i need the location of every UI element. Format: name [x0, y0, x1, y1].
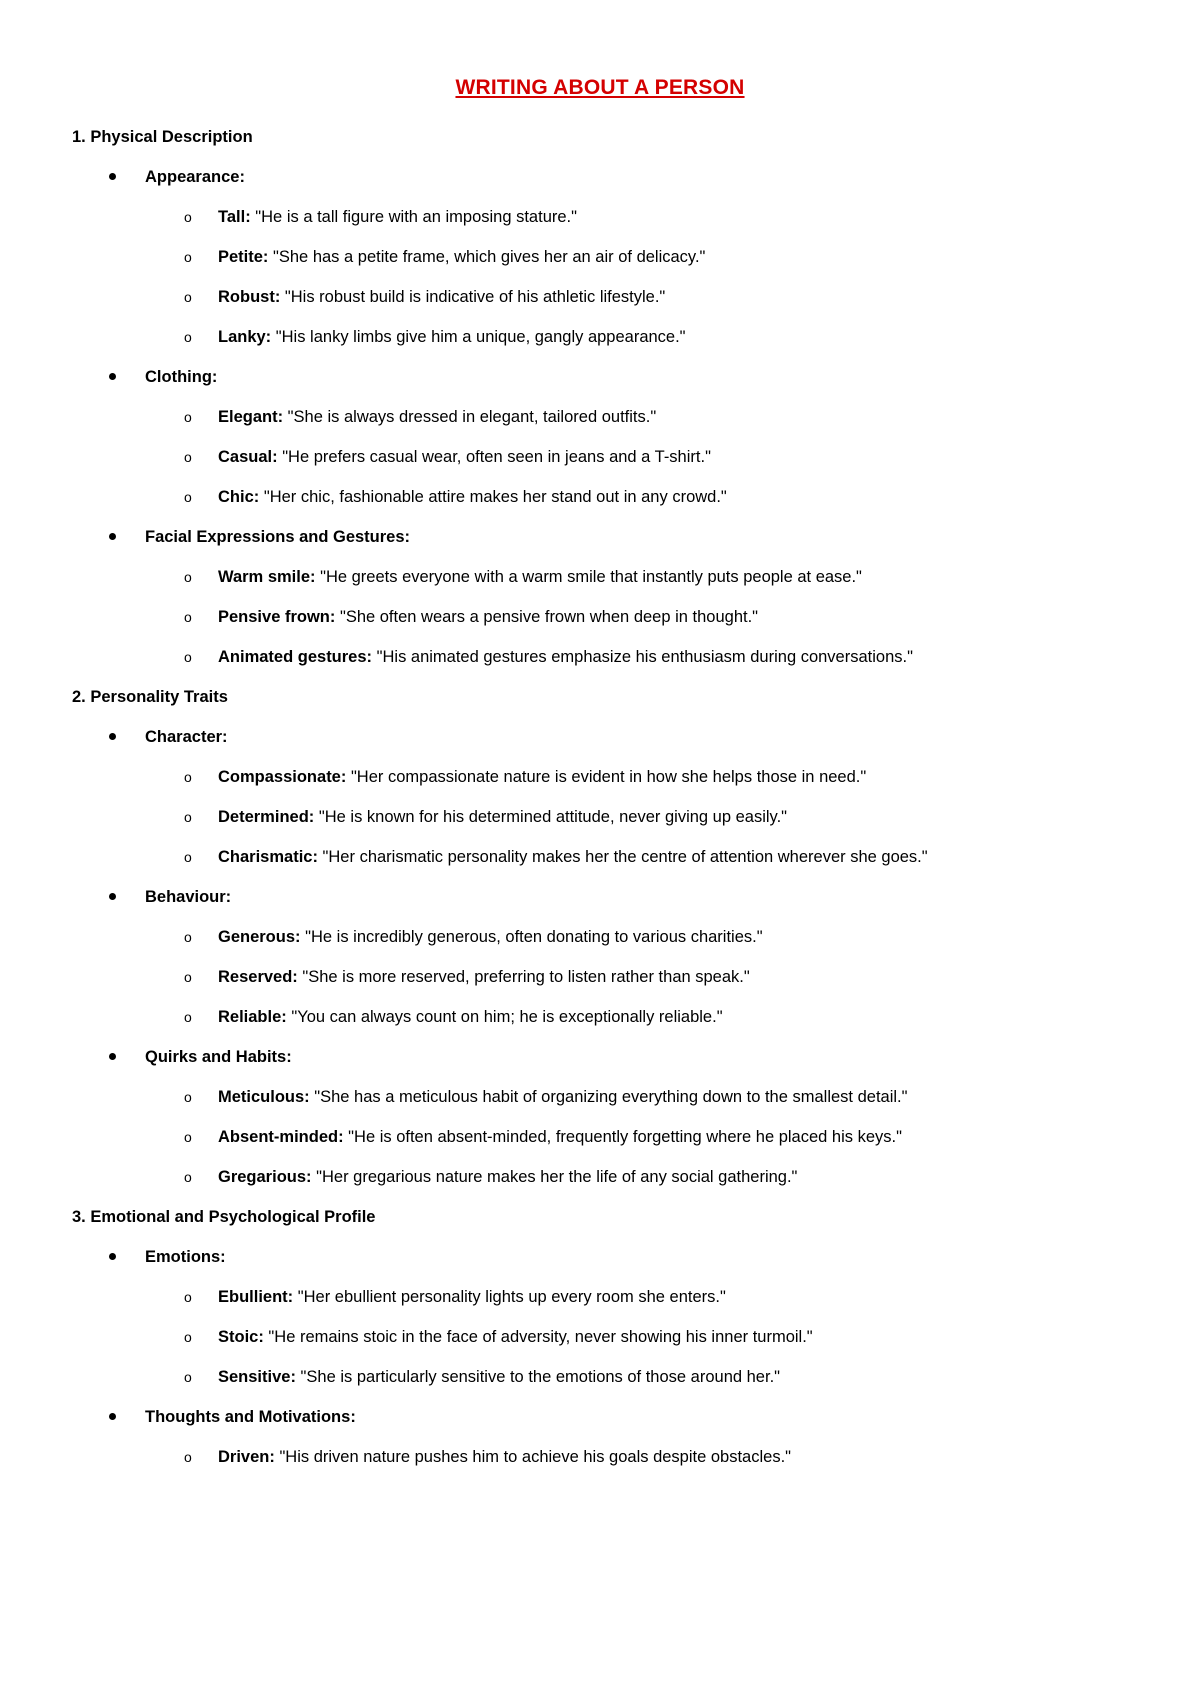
item-term: Petite:	[218, 248, 269, 266]
sub-bullet-icon: o	[184, 609, 192, 625]
item-term: Compassionate:	[218, 768, 347, 786]
category-label: Appearance:	[145, 168, 245, 186]
item-term: Warm smile:	[218, 568, 316, 586]
category-heading	[72, 1046, 1140, 1086]
sub-bullet-icon: o	[184, 489, 192, 505]
item-term: Lanky:	[218, 328, 272, 346]
bullet-icon	[109, 373, 116, 380]
sub-bullet-icon: o	[184, 929, 192, 945]
section-heading: 1. Physical Description	[72, 128, 253, 146]
item-term: Charismatic:	[218, 848, 318, 866]
list-item	[72, 806, 1140, 846]
bullet-icon	[109, 173, 116, 180]
sub-bullet-icon: o	[184, 249, 192, 265]
sub-bullet-icon: o	[184, 1089, 192, 1105]
document-body	[72, 126, 1140, 1486]
list-item	[72, 406, 1140, 446]
item-term: Pensive frown:	[218, 608, 336, 626]
list-item	[72, 446, 1140, 486]
sub-bullet-icon: o	[184, 849, 192, 865]
list-item	[72, 966, 1140, 1006]
list-item	[72, 1166, 1140, 1206]
list-item	[72, 1126, 1140, 1166]
list-item	[72, 766, 1140, 806]
sub-bullet-icon: o	[184, 1129, 192, 1145]
category-heading	[72, 886, 1140, 926]
item-example: "Her charismatic personality makes her the centre of attention wherever she goes."	[317, 848, 928, 866]
sub-bullet-icon: o	[184, 449, 192, 465]
sub-bullet-icon: o	[184, 1449, 192, 1465]
sub-bullet-icon: o	[184, 1329, 192, 1345]
list-item	[72, 246, 1140, 286]
list-item	[72, 606, 1140, 646]
item-term: Stoic:	[218, 1328, 264, 1346]
bullet-icon	[109, 533, 116, 540]
item-example: "Her chic, fashionable attire makes her stand out in any crowd."	[259, 488, 727, 506]
item-example: "He greets everyone with a warm smile that instantly puts people at ease."	[315, 568, 862, 586]
sub-bullet-icon: o	[184, 1169, 192, 1185]
list-item	[72, 206, 1140, 246]
item-term: Casual:	[218, 448, 278, 466]
sub-bullet-icon: o	[184, 289, 192, 305]
item-example: "She has a petite frame, which gives her an air of delicacy."	[268, 248, 706, 266]
category-heading	[72, 526, 1140, 566]
list-item	[72, 646, 1140, 686]
item-example: "You can always count on him; he is exceptionally reliable."	[286, 1008, 723, 1026]
category-label: Clothing:	[145, 368, 218, 386]
category-label: Facial Expressions and Gestures:	[145, 528, 411, 546]
item-term: Robust:	[218, 288, 281, 306]
category-label: Character:	[145, 728, 228, 746]
item-example: "She often wears a pensive frown when deep in thought."	[335, 608, 759, 626]
item-example: "She is particularly sensitive to the emotions of those around her."	[295, 1368, 781, 1386]
section-heading: 3. Emotional and Psychological Profile	[72, 1208, 376, 1226]
list-item	[72, 326, 1140, 366]
item-term: Tall:	[218, 208, 251, 226]
sub-bullet-icon: o	[184, 769, 192, 785]
sub-bullet-icon: o	[184, 1289, 192, 1305]
list-item	[72, 1446, 1140, 1486]
section-heading: 2. Personality Traits	[72, 688, 228, 706]
sub-bullet-icon: o	[184, 209, 192, 225]
sub-bullet-icon: o	[184, 1009, 192, 1025]
item-term: Sensitive:	[218, 1368, 296, 1386]
category-heading	[72, 366, 1140, 406]
list-item	[72, 286, 1140, 326]
item-term: Gregarious:	[218, 1168, 312, 1186]
list-item	[72, 1006, 1140, 1046]
item-example: "She is always dressed in elegant, tailored outfits."	[283, 408, 657, 426]
item-term: Determined:	[218, 808, 315, 826]
category-label: Thoughts and Motivations:	[145, 1408, 356, 1426]
item-example: "She has a meticulous habit of organizing everything down to the smallest detail."	[309, 1088, 908, 1106]
item-example: "He prefers casual wear, often seen in jeans and a T-shirt."	[277, 448, 711, 466]
list-item	[72, 1326, 1140, 1366]
document-title: WRITING ABOUT A PERSON	[455, 76, 745, 99]
item-example: "He is a tall figure with an imposing stature."	[250, 208, 577, 226]
item-term: Chic:	[218, 488, 260, 506]
item-example: "He is known for his determined attitude, never giving up easily."	[314, 808, 788, 826]
list-item	[72, 846, 1140, 886]
list-item	[72, 1366, 1140, 1406]
bullet-icon	[109, 733, 116, 740]
list-item	[72, 486, 1140, 526]
sub-bullet-icon: o	[184, 329, 192, 345]
bullet-icon	[109, 1253, 116, 1260]
item-term: Reserved:	[218, 968, 298, 986]
item-term: Driven:	[218, 1448, 275, 1466]
category-label: Quirks and Habits:	[145, 1048, 292, 1066]
item-example: "He is often absent-minded, frequently forgetting where he placed his keys."	[343, 1128, 902, 1146]
category-heading	[72, 726, 1140, 766]
item-example: "Her gregarious nature makes her the life of any social gathering."	[311, 1168, 798, 1186]
category-label: Behaviour:	[145, 888, 232, 906]
item-term: Ebullient:	[218, 1288, 294, 1306]
item-term: Absent-minded:	[218, 1128, 344, 1146]
item-example: "Her compassionate nature is evident in how she helps those in need."	[346, 768, 867, 786]
item-example: "His driven nature pushes him to achieve his goals despite obstacles."	[274, 1448, 792, 1466]
item-term: Animated gestures:	[218, 648, 373, 666]
sub-bullet-icon: o	[184, 1369, 192, 1385]
category-heading	[72, 166, 1140, 206]
category-heading	[72, 1406, 1140, 1446]
item-example: "His animated gestures emphasize his enthusiasm during conversations."	[372, 648, 913, 666]
list-item	[72, 566, 1140, 606]
sub-bullet-icon: o	[184, 409, 192, 425]
category-label: Emotions:	[145, 1248, 226, 1266]
item-example: "He remains stoic in the face of adversity, never showing his inner turmoil."	[263, 1328, 813, 1346]
sub-bullet-icon: o	[184, 809, 192, 825]
bullet-icon	[109, 1053, 116, 1060]
sub-bullet-icon: o	[184, 649, 192, 665]
item-term: Meticulous:	[218, 1088, 310, 1106]
item-example: "She is more reserved, preferring to listen rather than speak."	[297, 968, 750, 986]
list-item	[72, 926, 1140, 966]
item-term: Reliable:	[218, 1008, 287, 1026]
list-item	[72, 1286, 1140, 1326]
bullet-icon	[109, 1413, 116, 1420]
item-example: "His lanky limbs give him a unique, gangly appearance."	[271, 328, 686, 346]
bullet-icon	[109, 893, 116, 900]
item-term: Generous:	[218, 928, 301, 946]
sub-bullet-icon: o	[184, 969, 192, 985]
item-example: "His robust build is indicative of his athletic lifestyle."	[280, 288, 666, 306]
category-heading	[72, 1246, 1140, 1286]
item-example: "He is incredibly generous, often donating to various charities."	[300, 928, 763, 946]
sub-bullet-icon: o	[184, 569, 192, 585]
list-item	[72, 1086, 1140, 1126]
item-term: Elegant:	[218, 408, 284, 426]
item-example: "Her ebullient personality lights up every room she enters."	[293, 1288, 726, 1306]
